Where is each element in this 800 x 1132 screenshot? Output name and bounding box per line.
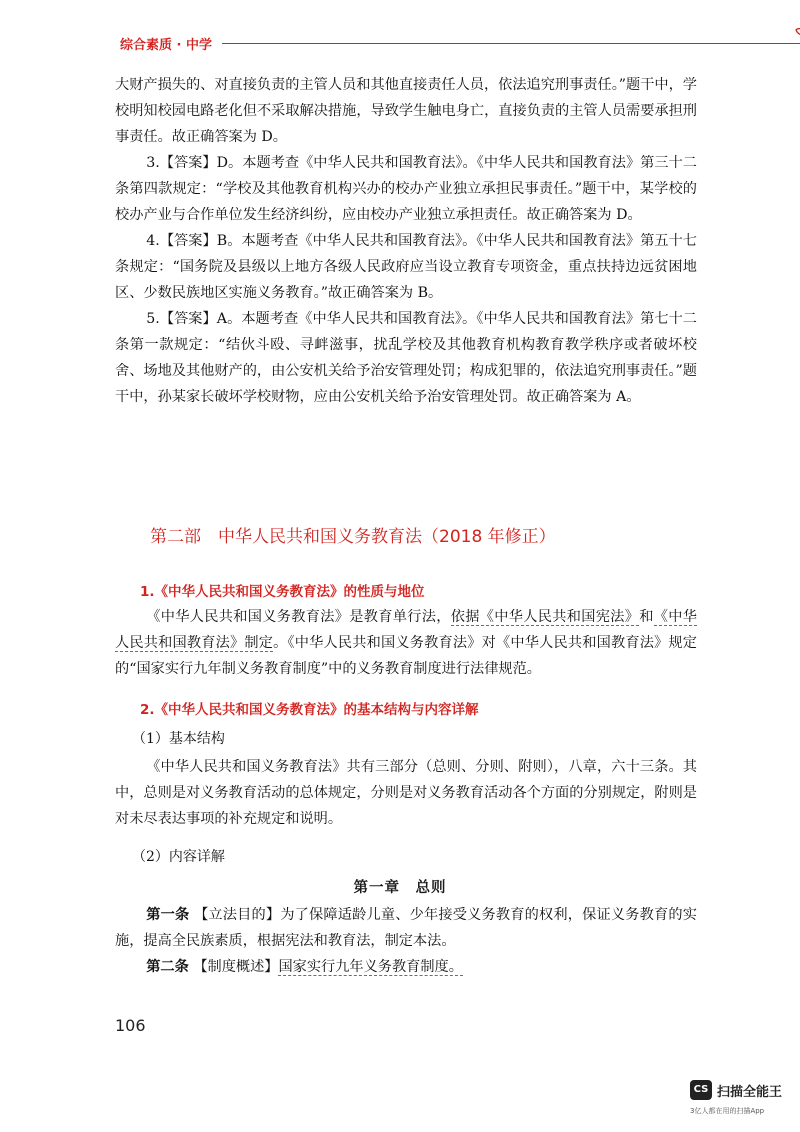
sub-heading-structure: （1）基本结构 (132, 731, 225, 747)
header-title: 综合素质 · 中学 (120, 38, 212, 53)
running-header (120, 30, 720, 60)
section-title: 第二部 中华人民共和国义务教育法（2018 年修正） (150, 527, 556, 547)
scanner-watermark (690, 1080, 795, 1128)
answer-3: 3.【答案】D。本题考查《中华人民共和国教育法》。《中华人民共和国教育法》第三十二条第四款规定：“学校及其他教育机构兴办的校办产业独立承担民事责任。”题干中，某学校的校办产业与合作单位发生经济纠纷，应由校办产业独立承担责任。故正确答案为 D。 (115, 155, 697, 223)
answer-4: 4.【答案】B。本题考查《中华人民共和国教育法》。《中华人民共和国教育法》第五十七条规定：“国务院及县级以上地方各级人民政府应当设立教育专项资金，重点扶持边远贫困地区、少数民族地区实施义务教育。”故正确答案为 B。 (115, 233, 697, 301)
answer-5: 5.【答案】A。本题考查《中华人民共和国教育法》。《中华人民共和国教育法》第七十二条第一款规定：“结伙斗殴、寻衅滋事，扰乱学校及其他教育机构教育教学秩序或者破坏校舍、场地及其他财产的，由公安机关给予治安管理处罚；构成犯罪的，依法追究刑事责任。”题干中，孙某家长破坏学校财物，应由公安机关给予治安管理处罚。故正确答案为 A。 (115, 311, 697, 405)
sub-heading-details: （2）内容详解 (132, 849, 225, 865)
chapter-title: 第一章 总则 (353, 879, 447, 896)
scanner-tagline: 3亿人都在用的扫描App (690, 1107, 765, 1115)
camscanner-logo-icon: CS (690, 1080, 712, 1100)
answer-continuation: 大财产损失的、对直接负责的主管人员和其他直接责任人员，依法追究刑事责任。”题干中，学校明知校园电路老化但不采取解决措施，导致学生触电身亡，直接负责的主管人员需要承担刑事责任。故正确答案为 D。 (115, 77, 697, 145)
article-1 (115, 902, 697, 954)
article-2 (115, 954, 697, 980)
part2-heading: 2.《中华人民共和国义务教育法》的基本结构与内容详解 (140, 702, 479, 718)
article-1-num: 第一条 (146, 907, 190, 923)
sprout-icon (794, 24, 800, 50)
part1-body (115, 604, 697, 682)
article-1-text: 为了保障适龄儿童、少年接受义务教育的权利，保证义务教育的实施，提高全民族素质，根据宪法和教育法，制定本法。 (115, 907, 697, 949)
article-2-tag: 【制度概述】 (193, 959, 279, 975)
part1-heading: 1.《中华人民共和国义务教育法》的性质与地位 (140, 584, 425, 600)
part1-underline-constitution: 依据《中华人民共和国宪法》 (450, 609, 640, 625)
articles (115, 902, 697, 980)
structure-paragraph: 《中华人民共和国义务教育法》共有三部分（总则、分则、附则），八章，六十三条。其中，总则是对义务教育活动的总体规定，分则是对义务教育活动各个方面的分别规定，附则是对未尽表达事项的补充规定和说明。 (115, 759, 697, 827)
part1-paragraph (115, 604, 697, 682)
part1-text-c: 。《中华人民共和国义务教育法》对《中华人民共和国教育法》规定的“国家实行九年制义务教育制度”中的义务教育制度进行法律规范。 (115, 635, 697, 677)
part1-text-b: 和 (639, 609, 654, 625)
article-2-num: 第二条 (146, 959, 189, 975)
part1-underline-education-law: 《中华人民共和国教育法》制定 (115, 609, 697, 651)
structure-body (115, 754, 697, 832)
scanner-app-name: 扫描全能王 (717, 1085, 783, 1100)
article-2-text: 国家实行九年义务教育制度。 (278, 959, 463, 975)
header-rule (222, 43, 800, 44)
part1-text-a: 《中华人民共和国义务教育法》是教育单行法， (146, 609, 451, 625)
article-1-tag: 【立法目的】 (194, 907, 281, 923)
answer-explanations (115, 72, 697, 410)
page-number: 106 (115, 1016, 146, 1035)
